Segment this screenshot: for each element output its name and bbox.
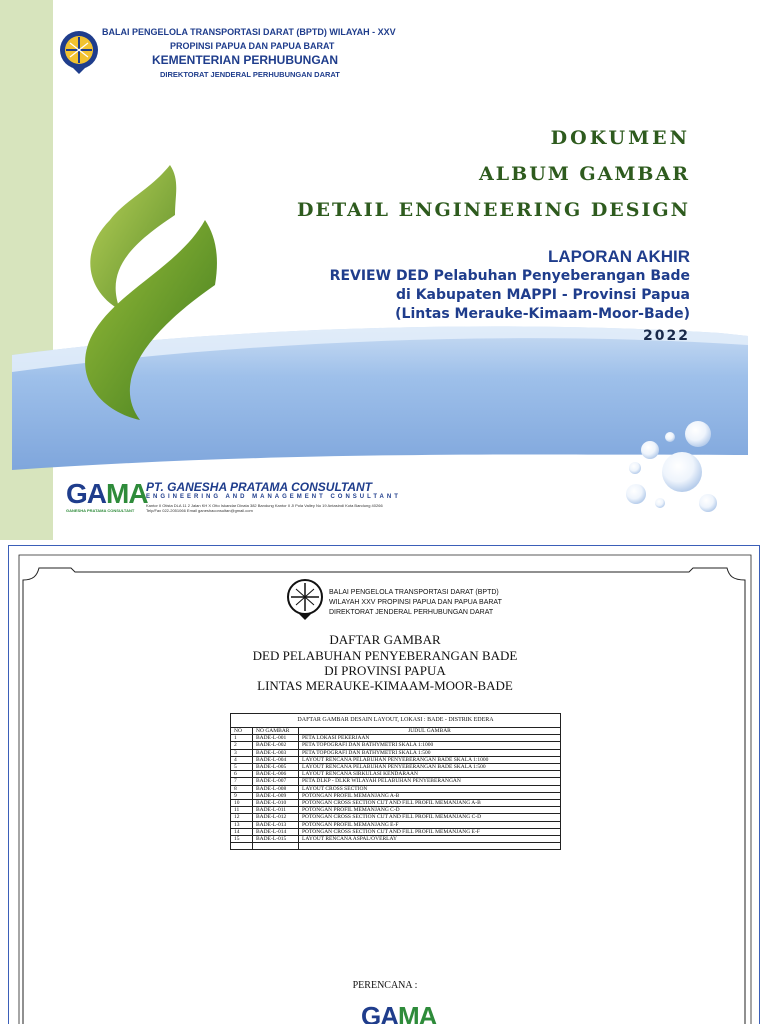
drawing-title-cell: LAYOUT RENCANA SIRKULASI KENDARAAN	[299, 771, 561, 778]
drawing-number-cell: BADE-L-015	[253, 836, 299, 843]
drawing-title-cell: LAYOUT CROSS SECTION	[299, 785, 561, 792]
drawing-number-cell: BADE-L-002	[253, 742, 299, 749]
drawing-number-cell: BADE-L-011	[253, 807, 299, 814]
report-subtitle-line1: REVIEW DED Pelabuhan Penyeberangan Bade	[329, 268, 690, 284]
bubble	[685, 421, 711, 447]
drawing-number-cell: BADE-L-009	[253, 792, 299, 799]
consultant-address: Kantor II Otista DLA 11 2 Jalan KH X Otto Iskandar Dinata 382 Bandung Kantor II Jl Pola Valley No 19 Antasindi Kota Bandung 40266 Telp/Fax 022-2051066 Email ganeshaconsultan@gmail.com	[146, 503, 383, 513]
row-number-cell: 9	[231, 792, 253, 799]
column-header: NO	[231, 728, 253, 735]
header-ministry-line: KEMENTERIAN PERHUBUNGAN	[152, 53, 339, 67]
bubble	[626, 484, 646, 504]
row-number-cell	[231, 843, 253, 850]
drawing-title-cell: POTONGAN CROSS SECTION CUT AND FILL PROFIL MEMANJANG A-B	[299, 800, 561, 807]
header-agency-line: BALAI PENGELOLA TRANSPORTASI DARAT (BPTD) WILAYAH - XXV	[102, 27, 396, 37]
bubble	[699, 494, 717, 512]
gama-logo	[66, 478, 148, 510]
bubble	[641, 441, 659, 459]
drawing-number-cell: BADE-L-003	[253, 749, 299, 756]
gama-logo-tag: GANESHA PRATAMA CONSULTANT	[66, 508, 135, 513]
drawing-title-cell: PETA TOPOGRAFI DAN BATHYMETRI SKALA 1:1000	[299, 742, 561, 749]
table-row	[231, 836, 561, 843]
gama-logo-ma: MA	[106, 478, 148, 509]
drawing-number-cell: BADE-L-012	[253, 814, 299, 821]
drawing-number-cell: BADE-L-006	[253, 771, 299, 778]
bubble	[665, 432, 675, 442]
table-row	[231, 843, 561, 850]
sheet-header-line1: BALAI PENGELOLA TRANSPORTASI DARAT (BPTD)	[329, 589, 499, 596]
drawing-number-cell: BADE-L-007	[253, 778, 299, 785]
drawing-number-cell: BADE-L-008	[253, 785, 299, 792]
cover-title-line3: DETAIL ENGINEERING DESIGN	[296, 199, 690, 221]
table-row	[231, 756, 561, 763]
drawing-title-cell: POTONGAN PROFIL MEMANJANG A-B	[299, 792, 561, 799]
consultant-tagline: ENGINEERING AND MANAGEMENT CONSULTANT	[146, 494, 401, 500]
drawing-number-cell: BADE-L-013	[253, 821, 299, 828]
header-directorate-line: DIREKTORAT JENDERAL PERHUBUNGAN DARAT	[160, 70, 340, 79]
consultant-name: PT. GANESHA PRATAMA CONSULTANT	[146, 480, 372, 494]
sheet-gama-logo-ma: MA	[398, 1001, 437, 1024]
perencana-label: PERENCANA :	[352, 980, 418, 991]
row-number-cell: 4	[231, 756, 253, 763]
table-row	[231, 749, 561, 756]
bubble	[629, 462, 641, 474]
table-caption-row	[231, 714, 561, 728]
bubble	[662, 452, 702, 492]
cover-title-line2: ALBUM GAMBAR	[479, 163, 690, 185]
table-header-row	[231, 728, 561, 735]
consultant-block	[66, 478, 401, 520]
row-number-cell: 15	[231, 836, 253, 843]
drawing-title-cell: PETA DLKP - DLKR WILAYAH PELABUHAN PENYEBERANGAN	[299, 778, 561, 785]
ministry-logo-icon	[58, 29, 100, 75]
cover-title-line1: DOKUMEN	[550, 127, 690, 149]
table-row	[231, 785, 561, 792]
sheet-header-line2: WILAYAH XXV PROPINSI PAPUA DAN PAPUA BARAT	[329, 599, 502, 606]
gama-logo-ga: GA	[66, 478, 106, 509]
drawing-title-cell: PETA TOPOGRAFI DAN BATHYMETRI SKALA 1:500	[299, 749, 561, 756]
row-number-cell: 2	[231, 742, 253, 749]
row-number-cell: 11	[231, 807, 253, 814]
drawing-title-cell: POTONGAN CROSS SECTION CUT AND FILL PROFIL MEMANJANG E-F	[299, 828, 561, 835]
table-row	[231, 814, 561, 821]
bubble	[655, 498, 665, 508]
report-subtitle-line2: di Kabupaten MAPPI - Provinsi Papua	[396, 287, 690, 303]
table-row	[231, 807, 561, 814]
sheet-header-line3: DIREKTORAT JENDERAL PERHUBUNGAN DARAT	[329, 609, 494, 616]
table-row	[231, 828, 561, 835]
row-number-cell: 6	[231, 771, 253, 778]
drawing-number-cell: BADE-L-014	[253, 828, 299, 835]
drawing-title-cell: LAYOUT RENCANA ASPAL/OVERLAY	[299, 836, 561, 843]
table-row	[231, 800, 561, 807]
table-caption: DAFTAR GAMBAR DESAIN LAYOUT, LOKASI : BADE - DISTRIK EDERA	[231, 714, 561, 728]
row-number-cell: 3	[231, 749, 253, 756]
table-row	[231, 764, 561, 771]
header-province-line: PROPINSI PAPUA DAN PAPUA BARAT	[170, 41, 335, 51]
drawing-list-table	[230, 713, 561, 850]
row-number-cell: 1	[231, 735, 253, 742]
sheet-title-line2: DED PELABUHAN PENYEBERANGAN BADE	[252, 648, 518, 663]
table-row	[231, 778, 561, 785]
drawing-title-cell: LAYOUT RENCANA PELABUHAN PENYEBERANGAN BADE SKALA 1:1000	[299, 756, 561, 763]
drawing-title-cell: LAYOUT RENCANA PELABUHAN PENYEBERANGAN BADE SKALA 1:500	[299, 764, 561, 771]
drawing-title-cell: POTONGAN CROSS SECTION CUT AND FILL PROFIL MEMANJANG C-D	[299, 814, 561, 821]
report-year: 2022	[643, 328, 690, 344]
row-number-cell: 5	[231, 764, 253, 771]
row-number-cell: 12	[231, 814, 253, 821]
sheet-title-line4: LINTAS MERAUKE-KIMAAM-MOOR-BADE	[257, 678, 513, 693]
sheet-title-line1: DAFTAR GAMBAR	[329, 632, 441, 647]
drawing-title-cell	[299, 843, 561, 850]
sheet-ministry-logo-icon	[285, 577, 325, 621]
row-number-cell: 14	[231, 828, 253, 835]
sheet-gama-logo	[361, 1001, 436, 1024]
column-header: NO GAMBAR	[253, 728, 299, 735]
table-row	[231, 735, 561, 742]
table-row	[231, 771, 561, 778]
drawing-number-cell: BADE-L-004	[253, 756, 299, 763]
drawing-number-cell: BADE-L-010	[253, 800, 299, 807]
column-header: JUDUL GAMBAR	[299, 728, 561, 735]
sheet-title-line3: DI PROVINSI PAPUA	[324, 663, 446, 678]
row-number-cell: 13	[231, 821, 253, 828]
drawing-title-cell: PETA LOKASI PEKERJAAN	[299, 735, 561, 742]
drawing-list-sheet	[8, 545, 760, 1024]
drawing-number-cell	[253, 843, 299, 850]
drawing-title-cell: POTONGAN PROFIL MEMANJANG C-D	[299, 807, 561, 814]
drawing-number-cell: BADE-L-001	[253, 735, 299, 742]
report-subtitle-line3: (Lintas Merauke-Kimaam-Moor-Bade)	[395, 306, 690, 322]
table-row	[231, 821, 561, 828]
table-row	[231, 742, 561, 749]
report-label: LAPORAN AKHIR	[548, 247, 690, 266]
row-number-cell: 10	[231, 800, 253, 807]
row-number-cell: 8	[231, 785, 253, 792]
sheet-gama-logo-ga: GA	[361, 1001, 398, 1024]
drawing-title-cell: POTONGAN PROFIL MEMANJANG E-F	[299, 821, 561, 828]
table-row	[231, 792, 561, 799]
drawing-number-cell: BADE-L-005	[253, 764, 299, 771]
row-number-cell: 7	[231, 778, 253, 785]
